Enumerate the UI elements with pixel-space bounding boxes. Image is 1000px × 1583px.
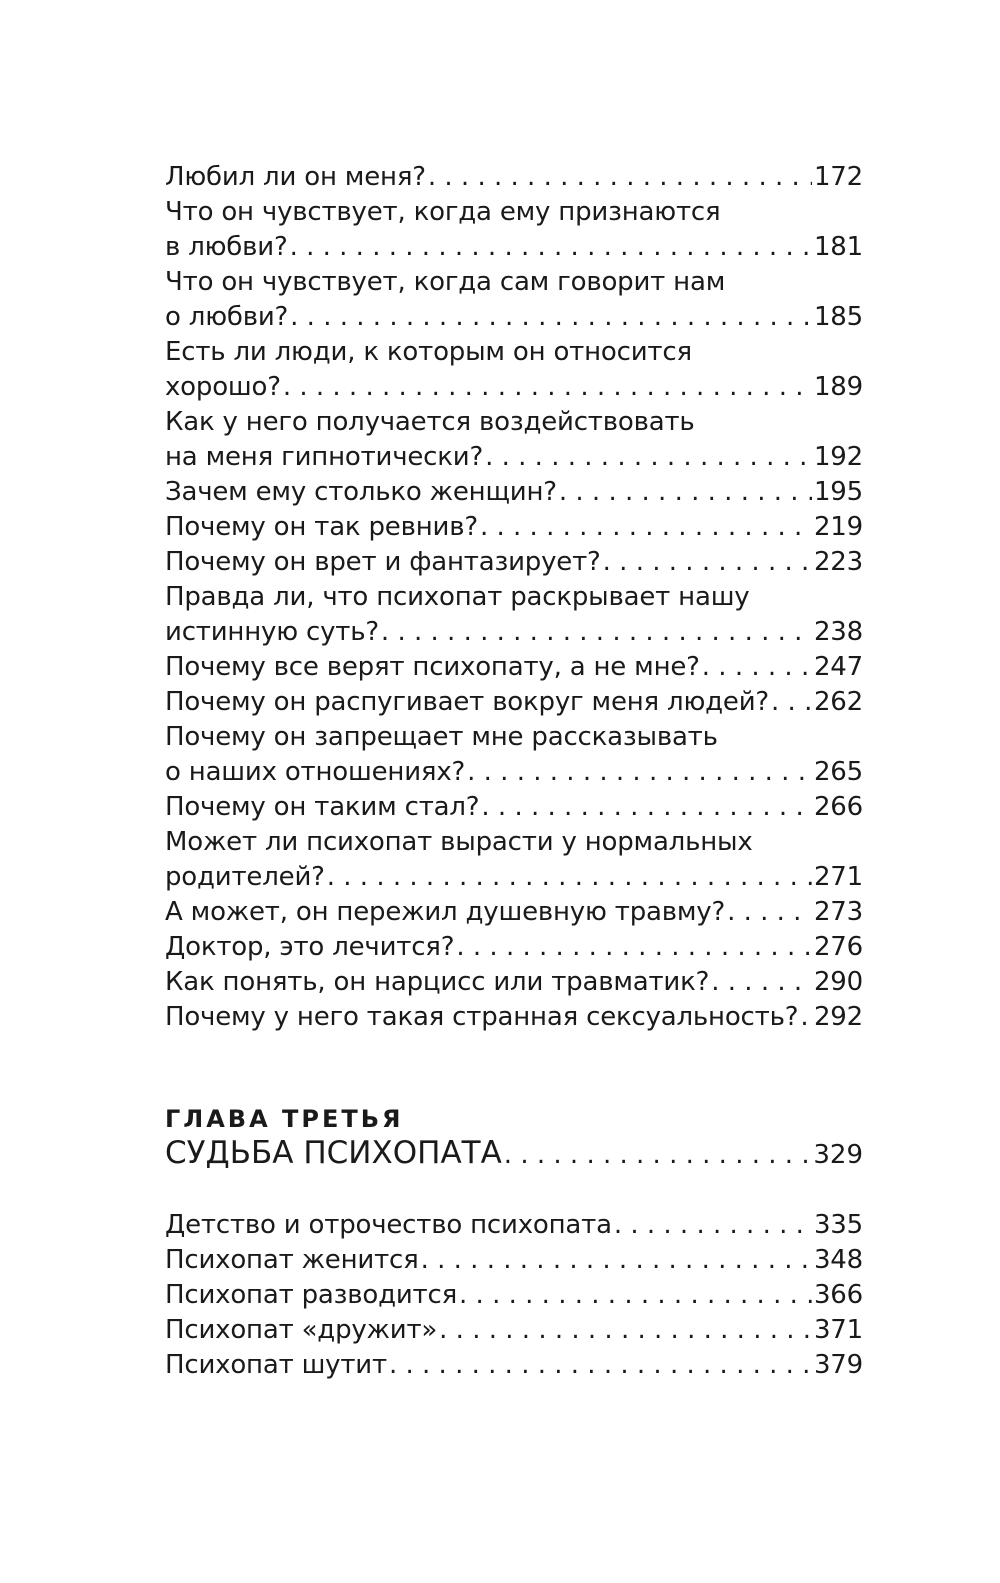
dot-leader [702, 650, 812, 685]
toc-entry-last-line [165, 1278, 863, 1313]
toc-page-number: 262 [813, 687, 863, 717]
toc-entry-title: Психопат шутит [165, 1350, 387, 1380]
toc-entry-last-line [165, 1000, 863, 1035]
chapter-label: ГЛАВА ТРЕТЬЯ [165, 1105, 404, 1133]
dot-leader [800, 1000, 812, 1035]
toc-page-number: 223 [813, 547, 863, 577]
toc-entry-last-line [165, 1348, 863, 1383]
toc-entry-title: истинную суть? [165, 617, 379, 647]
toc-entry [165, 650, 863, 685]
dot-leader [559, 475, 812, 510]
dot-leader [481, 790, 812, 825]
toc-entry-last-line [165, 545, 863, 580]
dot-leader [727, 895, 812, 930]
toc-entry [165, 790, 863, 825]
dot-leader [389, 1348, 812, 1383]
toc-page-number: 335 [813, 1210, 863, 1240]
toc-page-number: 273 [813, 897, 863, 927]
dot-leader [381, 615, 812, 650]
toc-entry-last-line [165, 1313, 863, 1348]
toc-entry-title: Любил ли он меня? [165, 162, 426, 192]
toc-entry-title: родителей? [165, 862, 325, 892]
toc-entry [165, 1313, 863, 1348]
toc-entry-line: Почему он запрещает мне рассказывать [165, 722, 718, 752]
toc-entry-last-line [165, 370, 863, 405]
dot-leader [428, 160, 812, 195]
toc-entry-line: Что он чувствует, когда ему признаются [165, 197, 721, 227]
toc-entry [165, 335, 863, 405]
toc-page-number: 192 [813, 442, 863, 472]
toc-entry-title: Детство и отрочество психопата [165, 1210, 612, 1240]
chapter-title: СУДЬБА ПСИХОПАТА [165, 1135, 502, 1171]
toc-entry-last-line [165, 1208, 863, 1243]
dot-leader [290, 300, 812, 335]
dot-leader [283, 370, 812, 405]
dot-leader [485, 440, 812, 475]
toc-entry-line: Может ли психопат вырасти у нормальных [165, 827, 753, 857]
toc-list-top [165, 160, 863, 1035]
toc-entry [165, 405, 863, 475]
toc-entry [165, 1000, 863, 1035]
toc-entry-last-line [165, 300, 863, 335]
dot-leader [603, 545, 812, 580]
toc-page [165, 160, 863, 1383]
toc-entry [165, 160, 863, 195]
toc-entry [165, 265, 863, 335]
chapter-title-line [165, 1133, 863, 1175]
toc-entry-last-line [165, 930, 863, 965]
toc-entry-title: о наших отношениях? [165, 757, 466, 787]
toc-entry-last-line [165, 475, 863, 510]
dot-leader [771, 685, 812, 720]
toc-page-number: 266 [813, 792, 863, 822]
toc-page-number: 290 [813, 967, 863, 997]
chapter-page-number: 329 [813, 1140, 863, 1170]
toc-entry [165, 1348, 863, 1383]
toc-entry-last-line [165, 230, 863, 265]
toc-list-chapter [165, 1208, 863, 1383]
toc-page-number: 185 [813, 302, 863, 332]
toc-entry-title: Почему он распугивает вокруг меня людей? [165, 687, 770, 717]
toc-entry [165, 1278, 863, 1313]
toc-page-number: 195 [813, 477, 863, 507]
toc-entry-title: Психопат женится [165, 1245, 419, 1275]
toc-page-number: 371 [813, 1315, 863, 1345]
toc-entry-last-line [165, 895, 863, 930]
toc-page-number: 219 [813, 512, 863, 542]
toc-entry [165, 720, 863, 790]
toc-page-number: 265 [813, 757, 863, 787]
toc-entry-last-line [165, 440, 863, 475]
toc-entry-title: Почему он таким стал? [165, 792, 480, 822]
toc-entry-last-line [165, 860, 863, 895]
toc-page-number: 247 [813, 652, 863, 682]
toc-entry [165, 895, 863, 930]
chapter-heading [165, 1105, 863, 1175]
toc-entry-last-line [165, 160, 863, 195]
toc-entry-last-line [165, 510, 863, 545]
toc-entry-last-line [165, 965, 863, 1000]
toc-entry-title: хорошо? [165, 372, 281, 402]
toc-entry [165, 1243, 863, 1278]
toc-page-number: 189 [813, 372, 863, 402]
toc-entry-line: Как у него получается воздействовать [165, 407, 695, 437]
toc-entry-last-line [165, 650, 863, 685]
dot-leader [459, 1278, 812, 1313]
toc-entry [165, 475, 863, 510]
toc-entry-last-line [165, 1243, 863, 1278]
dot-leader [421, 1243, 812, 1278]
toc-entry [165, 545, 863, 580]
toc-entry-title: Почему все верят психопату, а не мне? [165, 652, 700, 682]
toc-entry-title: Психопат «дружит» [165, 1315, 438, 1345]
toc-entry [165, 580, 863, 650]
toc-page-number: 366 [813, 1280, 863, 1310]
toc-entry-last-line [165, 790, 863, 825]
toc-page-number: 292 [813, 1002, 863, 1032]
toc-page-number: 379 [813, 1350, 863, 1380]
dot-leader [290, 230, 812, 265]
toc-entry-title: Зачем ему столько женщин? [165, 477, 557, 507]
toc-entry-title: Как понять, он нарцисс или травматик? [165, 967, 710, 997]
toc-entry [165, 685, 863, 720]
toc-entry [165, 825, 863, 895]
toc-entry-title: А может, он пережил душевную травму? [165, 897, 726, 927]
dot-leader [711, 965, 812, 1000]
toc-entry-title: о любви? [165, 302, 289, 332]
toc-entry-title: Психопат разводится [165, 1280, 458, 1310]
dot-leader [614, 1208, 812, 1243]
toc-page-number: 348 [813, 1245, 863, 1275]
dot-leader [439, 1313, 812, 1348]
toc-entry [165, 930, 863, 965]
dot-leader [467, 755, 812, 790]
toc-entry-last-line [165, 685, 863, 720]
dot-leader [480, 510, 812, 545]
toc-entry [165, 195, 863, 265]
toc-entry [165, 510, 863, 545]
toc-entry-line: Правда ли, что психопат раскрывает нашу [165, 582, 750, 612]
dot-leader [456, 930, 812, 965]
toc-entry-title: на меня гипнотически? [165, 442, 484, 472]
dot-leader [327, 860, 812, 895]
toc-page-number: 238 [813, 617, 863, 647]
toc-entry-title: Почему он так ревнив? [165, 512, 478, 542]
toc-entry [165, 1208, 863, 1243]
toc-page-number: 172 [813, 162, 863, 192]
toc-entry-title: Почему он врет и фантазирует? [165, 547, 601, 577]
toc-entry [165, 965, 863, 1000]
dot-leader [504, 1135, 812, 1175]
toc-entry-last-line [165, 615, 863, 650]
toc-entry-title: в любви? [165, 232, 288, 262]
toc-entry-title: Почему у него такая странная сексуальность? [165, 1002, 799, 1032]
toc-entry-title: Доктор, это лечится? [165, 932, 455, 962]
toc-page-number: 276 [813, 932, 863, 962]
toc-page-number: 181 [813, 232, 863, 262]
toc-entry-last-line [165, 755, 863, 790]
toc-entry-line: Что он чувствует, когда сам говорит нам [165, 267, 726, 297]
toc-page-number: 271 [813, 862, 863, 892]
toc-entry-line: Есть ли люди, к которым он относится [165, 337, 692, 367]
